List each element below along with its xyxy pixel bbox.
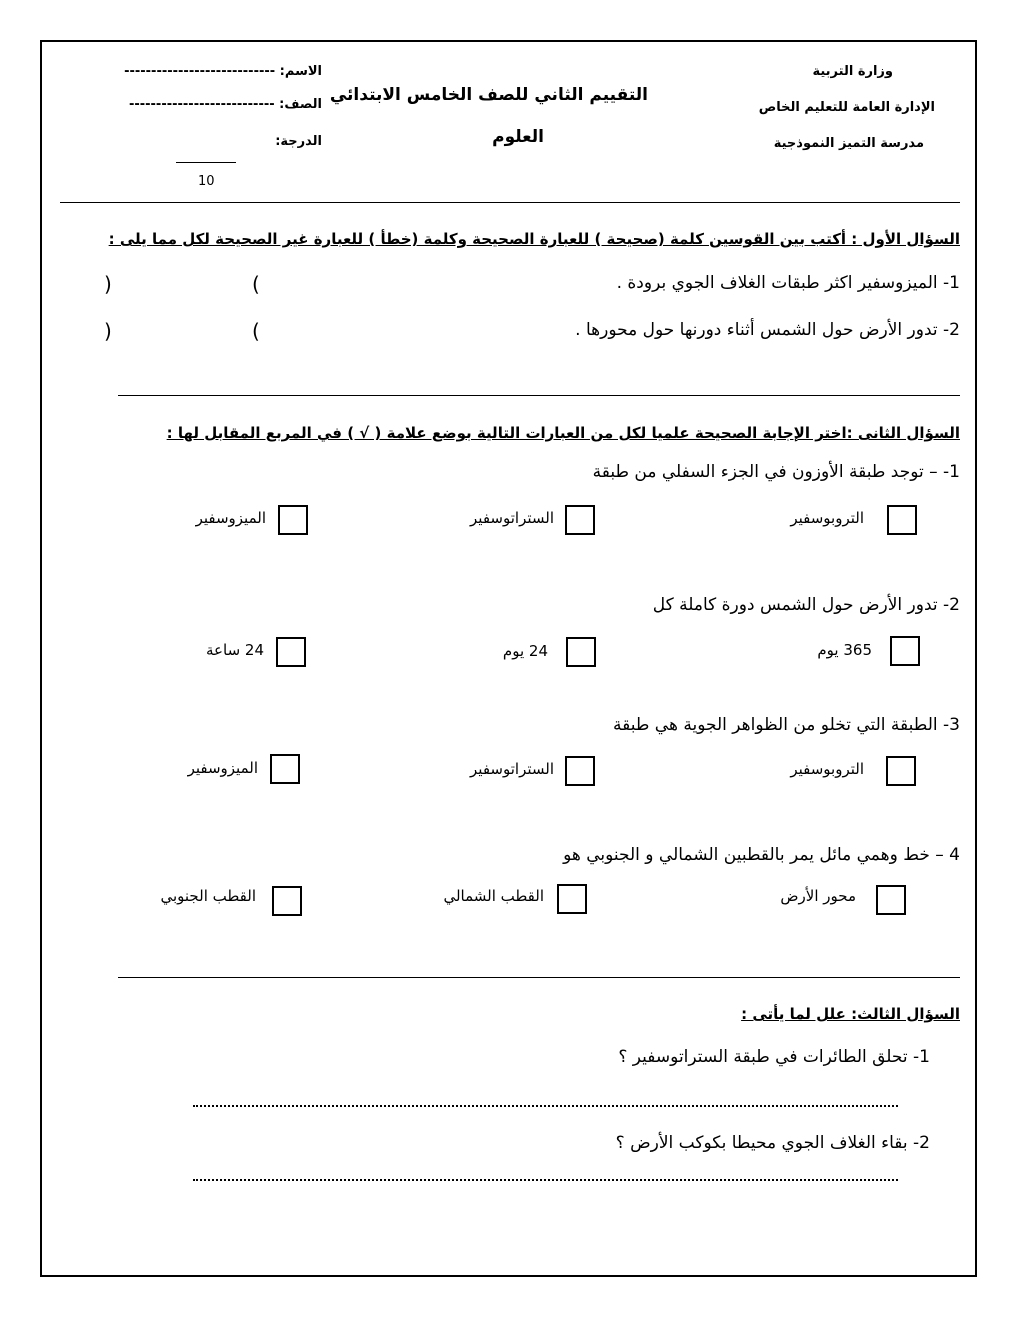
q2-item-3-option-3-checkbox[interactable] xyxy=(270,754,300,784)
q2-divider xyxy=(118,977,960,978)
q2-item-2-option-2-label: 24 يوم xyxy=(502,642,548,660)
grade-total: 10 xyxy=(198,174,215,189)
class-field[interactable]: الصف: --------------------------- xyxy=(128,97,322,112)
q2-item-4-option-2-checkbox[interactable] xyxy=(557,884,587,914)
q3-item-1-answer-line[interactable] xyxy=(193,1105,898,1107)
q2-item-4-option-3-checkbox[interactable] xyxy=(272,886,302,916)
q1-item-2-paren-open: ( xyxy=(252,319,260,343)
header-divider xyxy=(60,202,960,203)
q1-item-2-answer-space[interactable] xyxy=(120,319,250,343)
q1-item-1-answer-space[interactable] xyxy=(120,272,250,296)
q2-item-3-option-2-label: الستراتوسفير xyxy=(470,760,554,778)
q3-item-1: 1- تحلق الطائرات في طبقة الستراتوسفير ؟ xyxy=(618,1047,930,1067)
q2-item-4-option-2-label: القطب الشمالي xyxy=(443,887,544,905)
q1-heading: السؤال الأول : أكتب بين القوسين كلمة (صحيحة ) للعبارة الصحيحة وكلمة (خطأ ) للعبارة غير الصحيحة لكل مما يلى : xyxy=(108,230,960,248)
q1-item-1-paren-open: ( xyxy=(252,272,260,296)
q2-item-2: 2- تدور الأرض حول الشمس دورة كاملة كل xyxy=(652,595,960,615)
grade-label: الدرجة: xyxy=(275,134,322,149)
q2-item-1-option-3-label: الميزوسفير xyxy=(195,509,266,527)
school-label: مدرسة التميز النموذجية xyxy=(773,136,924,151)
q2-item-1-option-2-checkbox[interactable] xyxy=(565,505,595,535)
q2-item-4-option-1-label: محور الأرض xyxy=(780,887,856,905)
q1-item-2-paren-close: ) xyxy=(104,319,112,343)
q2-item-1-option-1-label: التروبوسفير xyxy=(790,509,864,527)
department-label: الإدارة العامة للتعليم الخاص xyxy=(758,100,935,115)
q2-item-4-option-1-checkbox[interactable] xyxy=(876,885,906,915)
q1-item-2: 2- تدور الأرض حول الشمس أثناء دورنها حول محورها . xyxy=(575,320,960,340)
q2-item-4-option-3-label: القطب الجنوبي xyxy=(160,887,256,905)
q1-item-1-paren-close: ) xyxy=(104,272,112,296)
q2-item-2-option-1-checkbox[interactable] xyxy=(890,636,920,666)
q2-item-1-option-3-checkbox[interactable] xyxy=(278,505,308,535)
q2-item-1: 1- – توجد طبقة الأوزون في الجزء السفلي من طبقة xyxy=(592,462,960,482)
q2-item-2-option-3-checkbox[interactable] xyxy=(276,637,306,667)
ministry-label: وزارة التربية xyxy=(812,64,893,79)
q2-item-2-option-3-label: 24 ساعة xyxy=(206,641,264,659)
subject-title: العلوم xyxy=(492,127,544,147)
q2-heading: السؤال الثانى :اختر الإجابة الصحيحة علميا لكل من العبارات التالية بوضع علامة ( √ ) في المربع المقابل لها : xyxy=(166,424,960,442)
q1-divider xyxy=(118,395,960,396)
q3-heading: السؤال الثالث: علل لما يأتى : xyxy=(741,1005,960,1023)
q2-item-3-option-1-checkbox[interactable] xyxy=(886,756,916,786)
q3-item-2-answer-line[interactable] xyxy=(193,1179,898,1181)
grade-line xyxy=(176,162,236,163)
page-title: التقييم الثاني للصف الخامس الابتدائي xyxy=(329,85,648,105)
q2-item-3: 3- الطبقة التي تخلو من الظواهر الجوية هي طبقة xyxy=(613,715,960,735)
q2-item-1-option-2-label: الستراتوسفير xyxy=(470,509,554,527)
name-field[interactable]: الاسم: ---------------------------- xyxy=(124,64,322,79)
q2-item-2-option-2-checkbox[interactable] xyxy=(566,637,596,667)
q3-item-2: 2- بقاء الغلاف الجوي محيطا بكوكب الأرض ؟ xyxy=(615,1133,930,1153)
q2-item-2-option-1-label: 365 يوم xyxy=(817,641,872,659)
q1-item-1: 1- الميزوسفير اكثر طبقات الغلاف الجوي برودة . xyxy=(616,273,960,293)
q2-item-3-option-3-label: الميزوسفير xyxy=(187,759,258,777)
q2-item-1-option-1-checkbox[interactable] xyxy=(887,505,917,535)
q2-item-3-option-2-checkbox[interactable] xyxy=(565,756,595,786)
q2-item-3-option-1-label: التروبوسفير xyxy=(790,760,864,778)
q2-item-4: 4 – خط وهمي مائل يمر بالقطبين الشمالي و الجنوبي هو xyxy=(563,845,960,865)
